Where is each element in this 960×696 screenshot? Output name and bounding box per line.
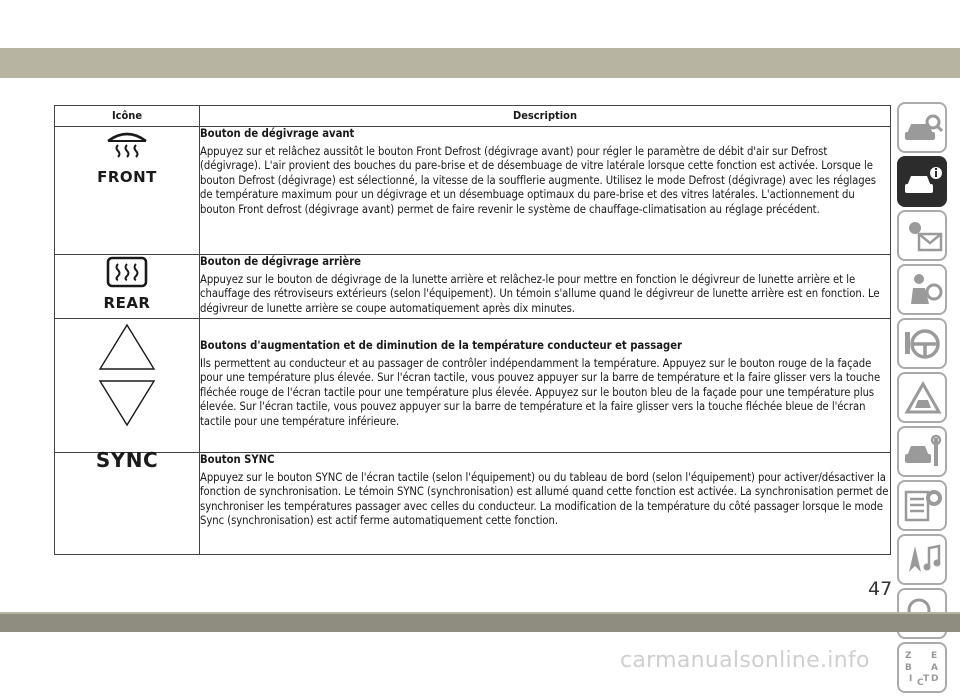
row-title: Boutons d'augmentation et de diminution de la température conducteur et passager (200, 339, 683, 352)
table-row (55, 453, 891, 555)
column-header-description: Description (200, 106, 891, 127)
index-letters-icon (903, 648, 943, 686)
row-title: Bouton SYNC (200, 453, 275, 466)
row-body: Appuyez sur le bouton de dégivrage de la lunette arrière et relâchez-le pour mettre en fonction le dégivreur de lunette arrière et le chauffage des rétroviseurs extérieurs (selon l'équipement). Un témoin s'allume quand le dégivreur de lunette arrière est en fonction. Le dégivreur de lunette arrière se coupe automatiquement après dix minutes. (200, 272, 880, 315)
temperature-up-icon (98, 323, 156, 371)
row-title: Bouton de dégivrage arrière (200, 255, 362, 268)
car-info-icon (903, 164, 943, 200)
icon-cell (55, 448, 200, 555)
tab-technical-specs[interactable] (897, 480, 947, 531)
row-body: Appuyez sur et relâchez aussitôt le bouton Front Defrost (dégivrage avant) pour régler le paramètre de débit d'air sur Defrost (dégivrage). L'air provient des bouches du pare-brise et de désembuage de vitre latérale lorsque cette fonction est activée. Lorsque le bouton Defrost (dégivrage) est sélectionné, la vitesse de la soufflerie augmente. Utilisez le mode Defrost (dégivrage) avec les réglages de température maximum pour un dégivrage et un désembuage optimaux du pare-brise et des vitres latérales. L'actionnement du bouton Front defrost (dégivrage avant) permet de faire revenir le système de chauffage-climatisation au réglage précédent. (200, 144, 876, 216)
car-wrench-icon (903, 434, 943, 470)
icon-description-table (54, 105, 891, 555)
airbag-person-icon (903, 272, 943, 308)
tab-driving[interactable] (897, 318, 947, 369)
table-row (55, 319, 891, 453)
description-cell (200, 127, 891, 255)
front-label: FRONT (97, 167, 157, 186)
watermark: carmanualsonline.info (620, 648, 870, 673)
tab-multimedia[interactable] (897, 534, 947, 585)
tab-car-search[interactable] (897, 102, 947, 153)
tab-index[interactable] (897, 642, 947, 693)
description-cell (200, 319, 891, 453)
tab-maintenance[interactable] (897, 426, 947, 477)
index-letter: Z (905, 651, 912, 661)
temperature-down-icon (98, 379, 156, 427)
tab-emergency[interactable] (897, 372, 947, 423)
music-navigation-icon (903, 542, 943, 578)
row-body: Ils permettent au conducteur et au passager de contrôler indépendamment la température. Appuyez sur le bouton rouge de la façade pour une température plus élevée. Sur l'écran tactile, vous pouvez appuyer sur la barre de température et la faire glisser vers la touche fléchée rouge de l'écran tactile pour une température plus élevée. Appuyez sur le bouton bleu de la façade pour une température plus élevée. Sur l'écran tactile, vous pouvez appuyer sur la barre de température et la faire glisser vers la touche fléchée bleue de l'écran tactile pour une température inférieure. (200, 356, 881, 428)
row-title: Bouton de dégivrage avant (200, 127, 355, 140)
icon-cell (55, 127, 200, 255)
index-letter: E (931, 651, 938, 661)
index-letter: B (905, 663, 912, 673)
rear-label: REAR (103, 293, 151, 312)
sync-label: SYNC (95, 448, 159, 472)
rear-defrost-icon (105, 255, 149, 289)
car-search-icon (903, 110, 943, 146)
table-row (55, 255, 891, 319)
list-gear-icon (903, 488, 943, 524)
index-letter: T (923, 674, 930, 684)
index-letter: C (917, 678, 924, 686)
tab-warning-lights[interactable] (897, 210, 947, 261)
description-cell (200, 255, 891, 319)
row-body: Appuyez sur le bouton SYNC de l'écran tactile (selon l'équipement) ou du tableau de bord (selon l'équipement) pour activer/désactiver la fonction de synchronisation. Le témoin SYNC (synchronisation) est allumé quand cette fonction est activée. La synchronisation permet de synchroniser les températures passager avec celles du conducteur. La modification de la température du côté passager lorsque le mode Sync (synchronisation) est actif ferme automatiquement cette fonction. (200, 470, 889, 528)
description-cell (200, 453, 891, 555)
steering-wheel-icon (903, 326, 943, 362)
index-letter: D (931, 674, 939, 684)
tab-car-info[interactable] (897, 156, 947, 207)
chapter-tabs (897, 102, 949, 696)
index-letter: I (909, 674, 913, 684)
table-row (55, 127, 891, 255)
column-header-icon: Icône (55, 106, 200, 127)
warning-light-mail-icon (903, 218, 943, 254)
front-defrost-icon (105, 127, 149, 163)
index-letter: A (931, 663, 938, 673)
footer-band (0, 614, 960, 632)
icon-cell (55, 255, 200, 319)
warning-car-icon (903, 380, 943, 416)
icon-cell (55, 319, 200, 453)
tab-safety[interactable] (897, 264, 947, 315)
page-number: 47 (868, 578, 893, 600)
header-band (0, 48, 960, 78)
